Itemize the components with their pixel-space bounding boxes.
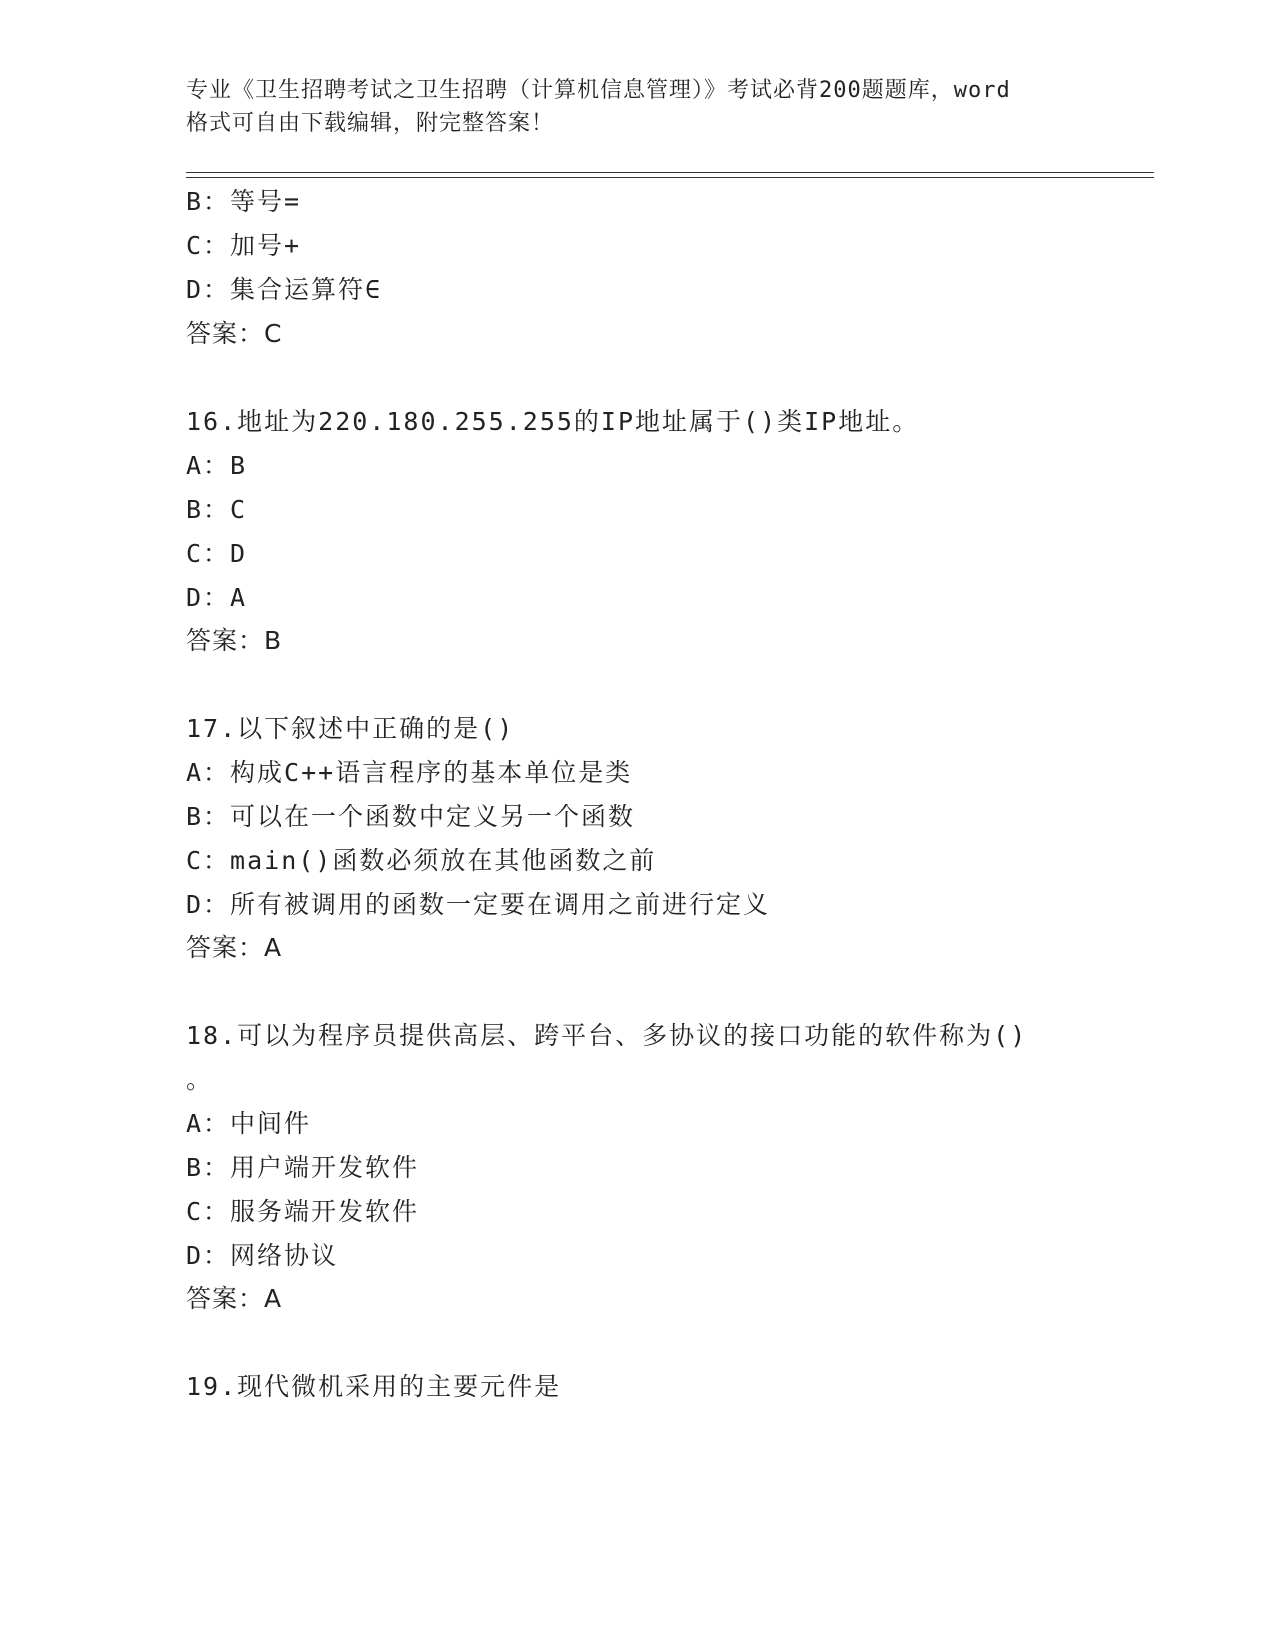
prev-option-b: B：等号=	[186, 187, 302, 216]
q18-stem: 18.可以为程序员提供高层、跨平台、多协议的接口功能的软件称为()	[186, 1021, 1028, 1050]
header-line-2: 格式可自由下载编辑，附完整答案！	[186, 111, 555, 136]
q17-stem: 17.以下叙述中正确的是()	[186, 714, 515, 743]
q17-option-c: C：main()函数必须放在其他函数之前	[186, 846, 657, 875]
q16-answer: 答案：B	[186, 626, 283, 655]
q17-option-a: A：构成C++语言程序的基本单位是类	[186, 758, 633, 787]
prev-answer: 答案：C	[186, 319, 283, 348]
q16-option-a: A：B	[186, 451, 248, 480]
q18-option-a: A：中间件	[186, 1109, 312, 1138]
q18-stem-continuation: 。	[186, 1065, 214, 1094]
q16-option-d: D：A	[186, 583, 248, 612]
q18-answer: 答案：A	[186, 1284, 283, 1313]
header-divider-top	[186, 172, 1154, 173]
prev-option-d: D：集合运算符∈	[186, 275, 383, 304]
q18-option-b: B：用户端开发软件	[186, 1153, 420, 1182]
q16-stem: 16.地址为220.180.255.255的IP地址属于()类IP地址。	[186, 407, 920, 436]
document-header	[186, 74, 1086, 140]
q16-option-b: B：C	[186, 495, 248, 524]
q19-stem: 19.现代微机采用的主要元件是	[186, 1372, 562, 1401]
q17-option-b: B：可以在一个函数中定义另一个函数	[186, 802, 636, 831]
q17-answer: 答案：A	[186, 933, 283, 962]
header-line-1: 专业《卫生招聘考试之卫生招聘（计算机信息管理）》考试必背200题题库，word	[186, 78, 1011, 103]
q18-option-d: D：网络协议	[186, 1241, 339, 1270]
header-divider-bottom	[186, 177, 1154, 178]
q18-option-c: C：服务端开发软件	[186, 1197, 420, 1226]
q17-option-d: D：所有被调用的函数一定要在调用之前进行定义	[186, 890, 771, 919]
q16-option-c: C：D	[186, 539, 248, 568]
prev-option-c: C：加号+	[186, 231, 302, 260]
